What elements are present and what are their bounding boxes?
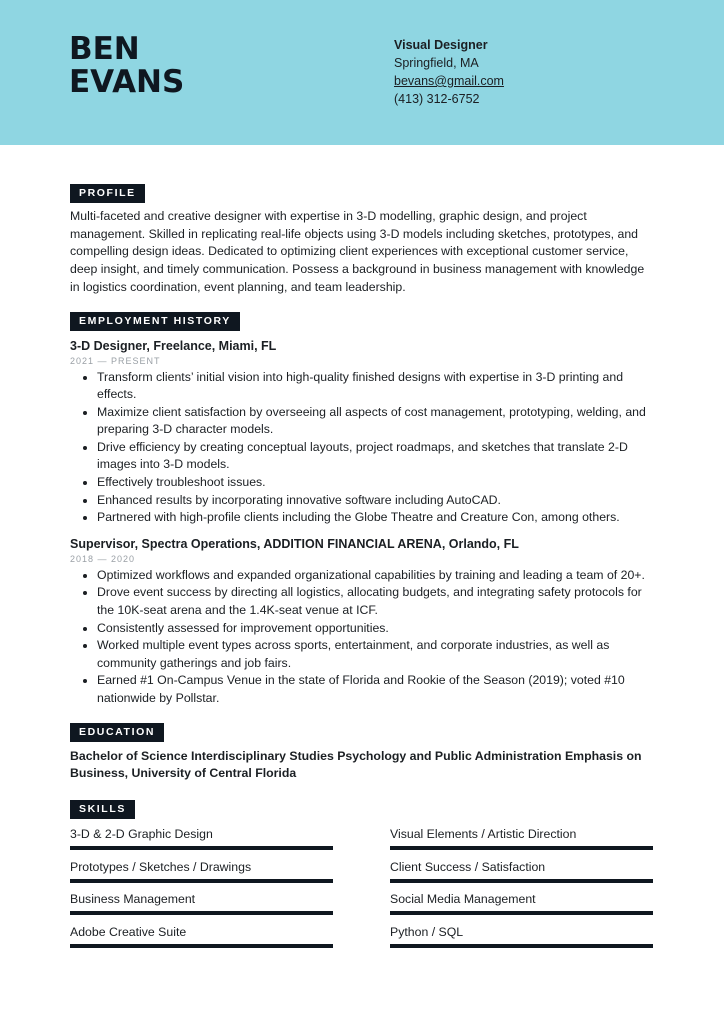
job-dates: 2021 — PRESENT [70,355,161,366]
job-heading: 3-D Designer, Freelance, Miami, FL [70,338,277,353]
education-section [70,722,655,783]
job-entry [70,338,655,527]
skill-bar [390,846,653,850]
skill-item [390,924,653,957]
skill-item [70,826,333,859]
location: Springfield, MA [394,56,479,70]
employment-section [70,311,655,708]
job-bullets [70,369,655,527]
skill-bar [70,944,333,948]
profile-section [70,183,655,297]
job-heading: Supervisor, Spectra Operations, ADDITION FINANCIAL ARENA, Orlando, FL [70,536,519,551]
skill-label: Business Management [70,892,196,907]
last-name: EVANS [69,64,185,100]
bullet-item: • Drove event success by directing all logistics, allocating budgets, and integrating safety protocols for the 10K-seat arena and the 1.4K-seat venue at ICF. [97,584,655,619]
skill-item [390,891,653,924]
contact-info [394,36,504,108]
skill-bar [390,911,653,915]
bullet-item: • Drive efficiency by creating conceptual layouts, project roadmaps, and sketches that translate 2-D images into 3-D models. [97,439,655,474]
bullet-item: • Transform clients’ initial vision into high-quality finished designs with expertise in 3-D printing and effects. [97,369,655,404]
skill-bar [70,911,333,915]
skill-label: Prototypes / Sketches / Drawings [70,859,252,874]
skill-label: 3-D & 2-D Graphic Design [70,827,213,842]
phone: (413) 312-6752 [394,92,480,106]
skill-bar [70,879,333,883]
education-degree: Bachelor of Science Interdisciplinary Studies Psychology and Public Administration Emphasis on Business, University of Central Florida [70,748,642,781]
skill-bar [70,846,333,850]
skill-label: Client Success / Satisfaction [390,859,546,874]
section-title-profile: PROFILE [70,184,145,203]
bullet-item: • Enhanced results by incorporating innovative software including AutoCAD. [97,492,655,510]
skill-item [390,859,653,892]
skill-label: Social Media Management [390,892,536,907]
header-banner [0,0,724,145]
skill-label: Python / SQL [390,924,464,939]
skill-item [70,859,333,892]
section-title-education: EDUCATION [70,723,164,742]
resume-body [70,183,655,956]
bullet-item: • Worked multiple event types across sports, entertainment, and corporate industries, as well as community gatherings and job fairs. [97,637,655,672]
profile-text: Multi-faceted and creative designer with expertise in 3-D modelling, graphic design, and project management. Skilled in replicating real-life objects using 3-D models including sketches, prototypes, and compelling design ideas. Dedicated to optimizing client experiences with exceptional customer service, deep insight, and timely communication. Possess a background in business management with knowledge in logistics coordination, event planning, and team leadership. [70,209,645,294]
bullet-item: • Consistently assessed for improvement opportunities. [97,620,655,638]
job-entry [70,536,655,708]
candidate-name [69,33,184,99]
section-title-employment: EMPLOYMENT HISTORY [70,312,240,331]
bullet-item: • Maximize client satisfaction by overseeing all aspects of cost management, prototyping, welding, and preparing 3-D character models. [97,404,655,439]
section-title-skills: SKILLS [70,800,135,819]
skill-label: Adobe Creative Suite [70,924,187,939]
bullet-item: • Optimized workflows and expanded organizational capabilities by training and leading a team of 20+. [97,567,655,585]
job-dates: 2018 — 2020 [70,553,136,564]
skill-item [390,826,653,859]
skills-grid [70,826,655,956]
bullet-item: • Partnered with high-profile clients including the Globe Theatre and Creature Con, among others. [97,509,655,527]
skill-bar [390,879,653,883]
skill-item [70,924,333,957]
skill-item [70,891,333,924]
bullet-item: • Earned #1 On-Campus Venue in the state of Florida and Rookie of the Season (2019); voted #10 nationwide by Pollstar. [97,672,655,707]
skill-label: Visual Elements / Artistic Direction [390,827,577,842]
skills-section [70,799,655,956]
email-link[interactable]: bevans@gmail.com [394,74,504,88]
job-title: Visual Designer [394,38,488,52]
job-bullets [70,567,655,708]
bullet-item: • Effectively troubleshoot issues. [97,474,655,492]
skill-bar [390,944,653,948]
first-name: BEN [69,31,140,67]
